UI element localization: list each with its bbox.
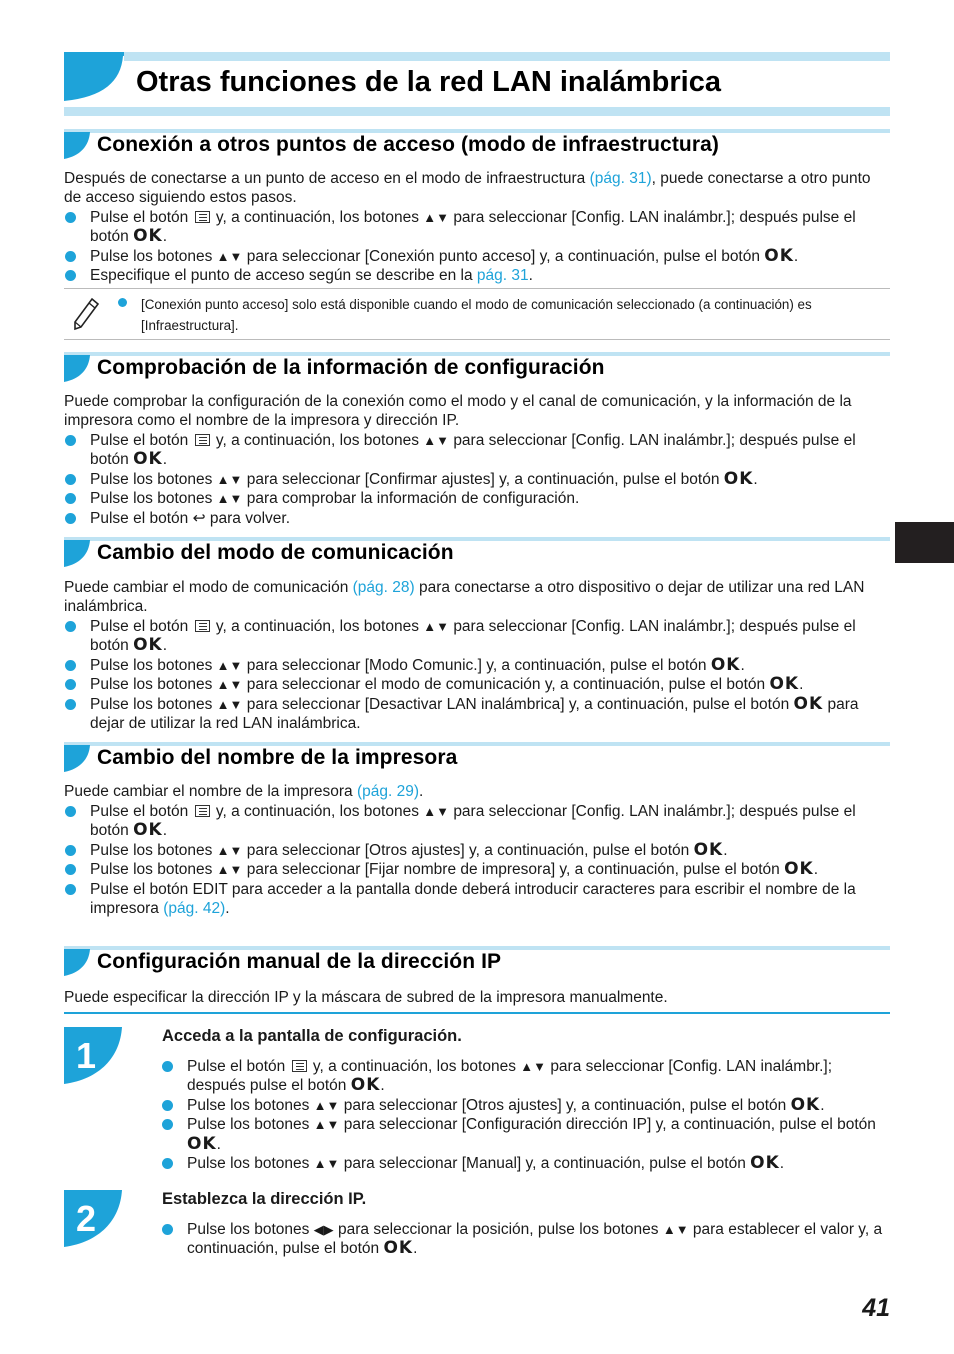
list-item: Pulse los botones ▲▼ para seleccionar [Manual] y, a continuación, pulse el botón OK. bbox=[161, 1154, 891, 1173]
chapter-side-tab bbox=[895, 522, 954, 563]
list-item: Pulse el botón EDIT para acceder a la pantalla donde deberá introducir caracteres para escribir el nombre de la impresora (pág. 42). bbox=[64, 880, 890, 919]
section-intro: Después de conectarse a un punto de acceso en el modo de infraestructura (pág. 31), puede conectarse a otro punto de acceso siguiendo estos pasos. bbox=[64, 170, 871, 207]
section-heading: Conexión a otros puntos de acceso (modo de infraestructura) bbox=[97, 133, 719, 156]
list-item: Pulse los botones ▲▼ para seleccionar [Conexión punto acceso] y, a continuación, pulse el botón OK. bbox=[64, 247, 890, 266]
bullet-list bbox=[64, 431, 890, 528]
list-item: Pulse los botones ▲▼ para comprobar la información de configuración. bbox=[64, 489, 890, 508]
menu-button-icon bbox=[195, 434, 210, 446]
list-item: Pulse los botones ▲▼ para seleccionar [Configuración dirección IP] y, a continuación, pulse el botón OK. bbox=[161, 1115, 891, 1154]
bullet-list bbox=[64, 617, 890, 733]
section-header-infrastructure bbox=[64, 129, 890, 159]
page-number: 41 bbox=[862, 1294, 890, 1322]
ok-button-icon: OK bbox=[710, 654, 741, 675]
section-intro: Puede especificar la dirección IP y la máscara de subred de la impresora manualmente. bbox=[64, 989, 668, 1006]
step-2-badge bbox=[64, 1190, 122, 1248]
up-down-arrows-icon: ▲▼ bbox=[423, 619, 449, 634]
section-swoosh-icon bbox=[64, 132, 90, 159]
step-number: 2 bbox=[76, 1198, 97, 1239]
up-down-arrows-icon: ▲▼ bbox=[520, 1059, 546, 1074]
section-heading: Cambio del nombre de la impresora bbox=[97, 746, 458, 769]
note-box bbox=[64, 288, 890, 340]
up-down-arrows-icon: ▲▼ bbox=[216, 842, 243, 858]
up-down-arrows-icon: ▲▼ bbox=[216, 491, 243, 507]
section-heading: Comprobación de la información de configuración bbox=[97, 356, 605, 379]
title-band bbox=[64, 52, 890, 116]
ok-button-icon: OK bbox=[187, 1133, 217, 1154]
title-bar-top bbox=[64, 52, 890, 61]
section-header-comm-mode bbox=[64, 537, 890, 567]
section-intro: Puede cambiar el modo de comunicación (pág. 28) para conectarse a otro dispositivo o dejar de utilizar una red LAN inalámbrica. bbox=[64, 579, 865, 616]
bullet-list bbox=[64, 802, 890, 918]
section-intro: Puede comprobar la configuración de la conexión como el modo y el canal de comunicación, y la información de la impresora como el nombre de la impresora y dirección IP. bbox=[64, 393, 852, 430]
list-item: Pulse los botones ▲▼ para seleccionar [Otros ajustes] y, a continuación, pulse el botón OK. bbox=[64, 841, 890, 860]
ok-button-icon: OK bbox=[383, 1238, 414, 1259]
section-swoosh-icon bbox=[64, 540, 90, 567]
up-down-arrows-icon: ▲▼ bbox=[216, 248, 243, 264]
up-down-arrows-icon: ▲▼ bbox=[313, 1097, 340, 1113]
step-number: 1 bbox=[76, 1035, 97, 1076]
ok-button-icon: OK bbox=[790, 1094, 821, 1115]
ok-button-icon: OK bbox=[133, 226, 163, 247]
ok-button-icon: OK bbox=[784, 859, 814, 880]
section-header-manual-ip bbox=[64, 946, 890, 976]
ok-button-icon: OK bbox=[133, 820, 163, 841]
menu-button-icon bbox=[195, 620, 210, 632]
section-heading: Cambio del modo de comunicación bbox=[97, 541, 454, 564]
menu-button-icon bbox=[195, 805, 210, 817]
list-item: Pulse el botón y, a continuación, los botones ▲▼ para seleccionar [Config. LAN inalámbr.]; después pulse el botón OK. bbox=[64, 208, 890, 247]
up-down-arrows-icon: ▲▼ bbox=[423, 804, 449, 819]
section-swoosh-icon bbox=[64, 949, 90, 976]
back-arrow-icon: ↩ bbox=[192, 509, 206, 527]
page-link[interactable]: (pág. 31) bbox=[589, 170, 652, 187]
up-down-arrows-icon: ▲▼ bbox=[313, 1117, 340, 1133]
ok-button-icon: OK bbox=[350, 1075, 381, 1096]
note-text: [Conexión punto acceso] solo está disponible cuando el modo de comunicación seleccionado (a continuación) es [Infraestructura]. bbox=[141, 297, 812, 333]
up-down-arrows-icon: ▲▼ bbox=[313, 1156, 340, 1172]
divider bbox=[64, 1012, 890, 1014]
menu-button-icon bbox=[292, 1060, 307, 1072]
page-link[interactable]: (pág. 28) bbox=[352, 579, 415, 596]
list-item: Pulse el botón y, a continuación, los botones ▲▼ para seleccionar [Config. LAN inalámbr.]; después pulse el botón OK. bbox=[64, 802, 890, 841]
ok-button-icon: OK bbox=[769, 674, 800, 695]
bullet-list bbox=[64, 208, 890, 286]
ok-button-icon: OK bbox=[750, 1153, 780, 1174]
section-header-printer-name bbox=[64, 742, 890, 772]
list-item: Pulse el botón y, a continuación, los botones ▲▼ para seleccionar [Config. LAN inalámbr.]; después pulse el botón OK. bbox=[64, 617, 890, 656]
up-down-arrows-icon: ▲▼ bbox=[423, 433, 449, 448]
list-item: Pulse los botones ▲▼ para seleccionar [Fijar nombre de impresora] y, a continuación, pulse el botón OK. bbox=[64, 860, 890, 879]
ok-button-icon: OK bbox=[764, 245, 794, 266]
list-item: Pulse los botones ▲▼ para seleccionar [Otros ajustes] y, a continuación, pulse el botón OK. bbox=[161, 1096, 891, 1115]
up-down-arrows-icon: ▲▼ bbox=[216, 862, 243, 878]
list-item: Pulse los botones ▲▼ para seleccionar [Desactivar LAN inalámbrica] y, a continuación, pulse el botón OK para dejar de utilizar la red LAN inalámbrica. bbox=[64, 695, 890, 734]
page-title: Otras funciones de la red LAN inalámbrica bbox=[136, 66, 721, 98]
page-link[interactable]: (pág. 42) bbox=[163, 900, 226, 918]
title-bar-bottom bbox=[64, 107, 890, 116]
title-swoosh-icon bbox=[64, 52, 124, 104]
section-heading: Configuración manual de la dirección IP bbox=[97, 950, 502, 973]
up-down-arrows-icon: ▲▼ bbox=[216, 696, 243, 712]
left-right-arrows-icon: ◀▶ bbox=[313, 1222, 334, 1237]
section-header-check-config bbox=[64, 352, 890, 382]
step-2-bullets bbox=[161, 1220, 891, 1259]
list-item: Pulse los botones ▲▼ para seleccionar [Modo Comunic.] y, a continuación, pulse el botón OK. bbox=[64, 656, 890, 675]
up-down-arrows-icon: ▲▼ bbox=[216, 657, 243, 673]
ok-button-icon: OK bbox=[693, 839, 724, 860]
list-item: Pulse los botones ▲▼ para seleccionar el modo de comunicación y, a continuación, pulse el botón OK. bbox=[64, 675, 890, 694]
step-title: Acceda a la pantalla de configuración. bbox=[162, 1027, 462, 1045]
ok-button-icon: OK bbox=[723, 468, 754, 489]
list-item: Pulse el botón y, a continuación, los botones ▲▼ para seleccionar [Config. LAN inalámbr.]; después pulse el botón OK. bbox=[64, 431, 890, 470]
list-item: Especifique el punto de acceso según se describe en la pág. 31. bbox=[64, 266, 890, 285]
up-down-arrows-icon: ▲▼ bbox=[423, 210, 449, 225]
step-1-bullets bbox=[161, 1057, 891, 1173]
ok-button-icon: OK bbox=[133, 635, 163, 656]
ok-button-icon: OK bbox=[793, 693, 824, 714]
up-down-arrows-icon: ▲▼ bbox=[216, 677, 243, 693]
step-1-badge bbox=[64, 1027, 122, 1085]
section-intro: Puede cambiar el nombre de la impresora (pág. 29). bbox=[64, 783, 424, 800]
pencil-note-icon bbox=[72, 297, 100, 331]
step-title: Establezca la dirección IP. bbox=[162, 1190, 367, 1208]
list-item: Pulse el botón y, a continuación, los botones ▲▼ para seleccionar [Config. LAN inalámbr.]; después pulse el botón OK. bbox=[161, 1057, 891, 1096]
up-down-arrows-icon: ▲▼ bbox=[662, 1222, 689, 1237]
list-item: Pulse los botones ◀▶ para seleccionar la posición, pulse los botones ▲▼ para establecer el valor y, a continuación, pulse el botón OK. bbox=[161, 1220, 891, 1259]
up-down-arrows-icon: ▲▼ bbox=[216, 471, 243, 487]
section-swoosh-icon bbox=[64, 355, 90, 382]
page-link[interactable]: pág. 31 bbox=[476, 267, 529, 285]
list-item: Pulse el botón ↩ para volver. bbox=[64, 509, 890, 528]
menu-button-icon bbox=[195, 211, 210, 223]
list-item: Pulse los botones ▲▼ para seleccionar [Confirmar ajustes] y, a continuación, pulse el botón OK. bbox=[64, 470, 890, 489]
ok-button-icon: OK bbox=[133, 449, 163, 470]
page-link[interactable]: (pág. 29) bbox=[356, 783, 419, 800]
section-swoosh-icon bbox=[64, 745, 90, 772]
